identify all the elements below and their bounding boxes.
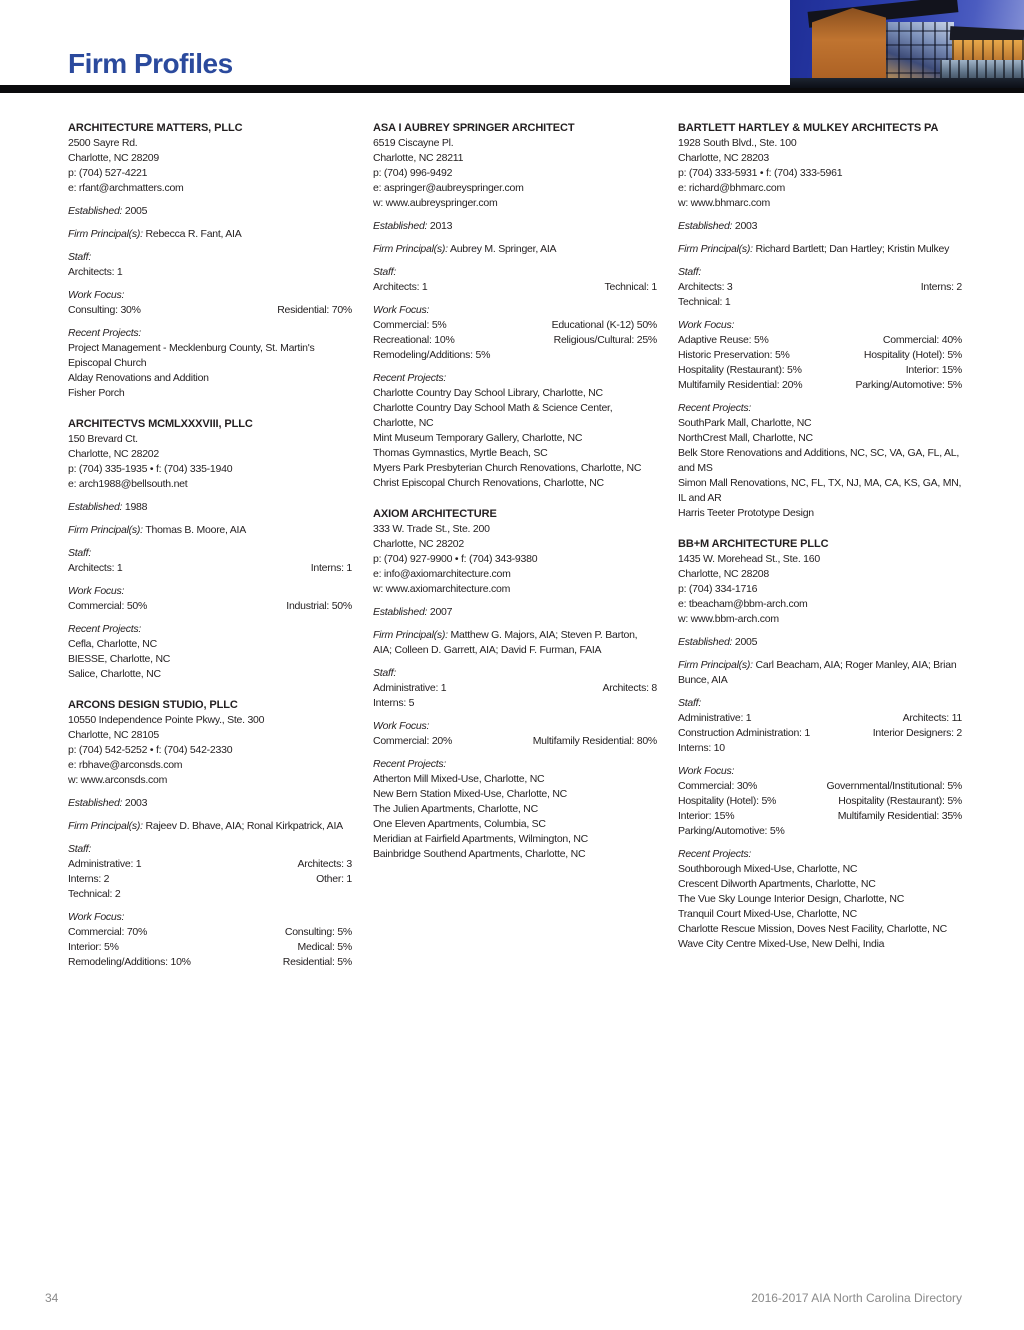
established-label: Established: [373, 606, 428, 618]
work-focus-left: Historic Preservation: 5% [678, 349, 790, 361]
address-line: p: (704) 996-9492 [373, 167, 453, 179]
footer-text: 2016-2017 AIA North Carolina Directory [751, 1291, 962, 1305]
recent-projects-section [373, 371, 657, 491]
work-focus-left: Commercial: 20% [373, 735, 453, 747]
work-focus-section [678, 318, 962, 393]
principals-label: Firm Principal(s): [373, 629, 448, 641]
work-focus-left: Interior: 15% [678, 810, 735, 822]
firm-address [373, 522, 657, 597]
staff-left: Technical: 2 [68, 888, 121, 900]
principals [68, 819, 352, 834]
work-focus-right: Consulting: 5% [284, 926, 352, 938]
project-line: Charlotte Country Day School Math & Science Center, Charlotte, NC [373, 402, 613, 429]
work-focus-label: Work Focus: [373, 304, 430, 316]
staff-row [373, 681, 657, 696]
project-line: Simon Mall Renovations, NC, FL, TX, NJ, MA, CA, KS, GA, MN, IL and AR [678, 477, 962, 504]
project-line: Project Management - Mecklenburg County, St. Martin's Episcopal Church [68, 342, 315, 369]
project-line: Salice, Charlotte, NC [68, 668, 161, 680]
work-focus-right: Governmental/Institutional: 5% [826, 780, 962, 792]
principals-value: Matthew G. Majors, AIA; Steven P. Barton, AIA; Colleen D. Garrett, AIA; David F. Furman, FAIA [373, 629, 638, 656]
work-focus-right: Commercial: 40% [882, 334, 962, 346]
firm-name: ARCONS DESIGN STUDIO, PLLC [68, 699, 238, 711]
project-line: Bainbridge Southend Apartments, Charlotte, NC [373, 848, 586, 860]
principals-value: Rajeev D. Bhave, AIA; Ronal Kirkpatrick, AIA [145, 820, 343, 832]
project-line: The Vue Sky Lounge Interior Design, Charlotte, NC [678, 893, 905, 905]
work-focus-row [373, 734, 657, 749]
work-focus-left: Multifamily Residential: 20% [678, 379, 803, 391]
project-line: Atherton Mill Mixed-Use, Charlotte, NC [373, 773, 545, 785]
established [373, 219, 657, 234]
staff-section [373, 265, 657, 295]
work-focus-right: Medical: 5% [297, 941, 352, 953]
established [68, 204, 352, 219]
project-line: Tranquil Court Mixed-Use, Charlotte, NC [678, 908, 857, 920]
work-focus-section [678, 764, 962, 839]
established [68, 500, 352, 515]
address-line: e: rfant@archmatters.com [68, 182, 184, 194]
work-focus-right: Hospitality (Restaurant): 5% [838, 795, 962, 807]
work-focus-left: Parking/Automotive: 5% [678, 825, 785, 837]
firm-address [68, 136, 352, 196]
firm-profile [68, 698, 352, 970]
address-line: w: www.bbm-arch.com [678, 613, 779, 625]
work-focus-row [678, 809, 962, 824]
work-focus-right: Religious/Cultural: 25% [553, 334, 657, 346]
work-focus-section [68, 288, 352, 318]
work-focus-left: Recreational: 10% [373, 334, 455, 346]
address-line: 6519 Ciscayne Pl. [373, 137, 454, 149]
principals-value: Aubrey M. Springer, AIA [449, 243, 557, 255]
work-focus-row [678, 779, 962, 794]
staff-left: Architects: 1 [68, 266, 123, 278]
staff-label: Staff: [373, 266, 397, 278]
staff-label: Staff: [68, 843, 92, 855]
project-line: Mint Museum Temporary Gallery, Charlotte, NC [373, 432, 583, 444]
staff-right: Other: 1 [316, 873, 352, 885]
work-focus-section [373, 719, 657, 749]
project-line: Meridian at Fairfield Apartments, Wilmington, NC [373, 833, 588, 845]
address-line: p: (704) 527-4221 [68, 167, 148, 179]
address-line: p: (704) 927-9900 • f: (704) 343-9380 [373, 553, 538, 565]
recent-projects-label: Recent Projects: [68, 623, 142, 635]
principals [678, 242, 962, 257]
recent-projects-section [678, 401, 962, 521]
principals [678, 658, 962, 688]
staff-left: Technical: 1 [678, 296, 731, 308]
address-line: Charlotte, NC 28203 [678, 152, 769, 164]
principals [68, 523, 352, 538]
established-label: Established: [678, 220, 733, 232]
work-focus-right: Interior: 15% [905, 364, 962, 376]
project-line: Southborough Mixed-Use, Charlotte, NC [678, 863, 858, 875]
work-focus-right: Hospitality (Hotel): 5% [863, 349, 962, 361]
work-focus-right: Industrial: 50% [286, 600, 352, 612]
work-focus-section [373, 303, 657, 363]
principals-label: Firm Principal(s): [68, 228, 143, 240]
work-focus-left: Remodeling/Additions: 5% [373, 349, 491, 361]
staff-row [68, 561, 352, 576]
staff-left: Administrative: 1 [678, 712, 752, 724]
work-focus-right: Educational (K-12) 50% [551, 319, 657, 331]
established [68, 796, 352, 811]
project-line: Cefla, Charlotte, NC [68, 638, 157, 650]
firm-profile [678, 121, 962, 521]
work-focus-label: Work Focus: [68, 911, 125, 923]
staff-row [68, 857, 352, 872]
address-line: Charlotte, NC 28202 [68, 448, 159, 460]
work-focus-row [68, 940, 352, 955]
staff-left: Interns: 5 [373, 697, 415, 709]
project-line: New Bern Station Mixed-Use, Charlotte, NC [373, 788, 567, 800]
established-value: 2013 [429, 220, 453, 232]
staff-left: Architects: 3 [678, 281, 733, 293]
address-line: 150 Brevard Ct. [68, 433, 138, 445]
staff-left: Interns: 2 [68, 873, 110, 885]
staff-label: Staff: [68, 547, 92, 559]
firm-address [678, 136, 962, 211]
established-value: 2005 [734, 636, 758, 648]
firm-name: BARTLETT HARTLEY & MULKEY ARCHITECTS PA [678, 122, 939, 134]
staff-right: Architects: 8 [602, 682, 657, 694]
work-focus-left: Commercial: 70% [68, 926, 148, 938]
project-line: Wave City Centre Mixed-Use, New Delhi, India [678, 938, 885, 950]
address-line: 10550 Independence Pointe Pkwy., Ste. 300 [68, 714, 265, 726]
address-line: 1928 South Blvd., Ste. 100 [678, 137, 797, 149]
established [678, 635, 962, 650]
staff-row [678, 726, 962, 741]
staff-row [678, 741, 962, 756]
staff-label: Staff: [678, 697, 702, 709]
work-focus-section [68, 910, 352, 970]
staff-row [373, 696, 657, 711]
work-focus-row [678, 824, 962, 839]
staff-right: Interns: 1 [310, 562, 352, 574]
address-line: p: (704) 334-1716 [678, 583, 758, 595]
firm-directory [68, 121, 962, 986]
project-line: Alday Renovations and Addition [68, 372, 209, 384]
established-value: 2003 [734, 220, 758, 232]
work-focus-right: Residential: 5% [282, 956, 352, 968]
work-focus-left: Remodeling/Additions: 10% [68, 956, 191, 968]
firm-profile [373, 121, 657, 491]
staff-section [678, 696, 962, 756]
firm-profile [68, 121, 352, 401]
address-line: p: (704) 333-5931 • f: (704) 333-5961 [678, 167, 843, 179]
photo-wood-gable-shape [812, 8, 886, 88]
project-line: Thomas Gymnastics, Myrtle Beach, SC [373, 447, 548, 459]
address-line: 2500 Sayre Rd. [68, 137, 138, 149]
established-value: 2003 [124, 797, 148, 809]
work-focus-row [68, 925, 352, 940]
work-focus-right: Multifamily Residential: 80% [532, 735, 657, 747]
staff-section [68, 250, 352, 280]
work-focus-row [678, 794, 962, 809]
project-line: Crescent Dilworth Apartments, Charlotte, NC [678, 878, 876, 890]
address-line: Charlotte, NC 28208 [678, 568, 769, 580]
work-focus-left: Commercial: 50% [68, 600, 148, 612]
address-line: w: www.axiomarchitecture.com [373, 583, 511, 595]
project-line: BIESSE, Charlotte, NC [68, 653, 171, 665]
established [373, 605, 657, 620]
recent-projects-label: Recent Projects: [68, 327, 142, 339]
established-label: Established: [68, 797, 123, 809]
address-line: e: aspringer@aubreyspringer.com [373, 182, 524, 194]
address-line: p: (704) 335-1935 • f: (704) 335-1940 [68, 463, 233, 475]
project-line: Charlotte Country Day School Library, Charlotte, NC [373, 387, 603, 399]
recent-projects-section [678, 847, 962, 952]
header-photo [790, 0, 1024, 88]
address-line: e: arch1988@bellsouth.net [68, 478, 188, 490]
staff-section [68, 546, 352, 576]
column-3 [678, 121, 962, 986]
work-focus-left: Hospitality (Hotel): 5% [678, 795, 777, 807]
recent-projects-label: Recent Projects: [678, 848, 752, 860]
staff-left: Administrative: 1 [68, 858, 142, 870]
project-line: Fisher Porch [68, 387, 125, 399]
page-number: 34 [45, 1291, 59, 1305]
principals-value: Richard Bartlett; Dan Hartley; Kristin Mulkey [755, 243, 950, 255]
work-focus-row [373, 348, 657, 363]
principals-label: Firm Principal(s): [68, 524, 143, 536]
address-line: e: richard@bhmarc.com [678, 182, 785, 194]
staff-left: Administrative: 1 [373, 682, 447, 694]
principals-label: Firm Principal(s): [68, 820, 143, 832]
project-line: The Julien Apartments, Charlotte, NC [373, 803, 538, 815]
staff-section [678, 265, 962, 310]
project-line: Christ Episcopal Church Renovations, Charlotte, NC [373, 477, 604, 489]
staff-row [678, 295, 962, 310]
staff-section [373, 666, 657, 711]
staff-right: Interior Designers: 2 [872, 727, 962, 739]
firm-address [678, 552, 962, 627]
work-focus-right: Multifamily Residential: 35% [837, 810, 962, 822]
work-focus-row [678, 348, 962, 363]
principals [373, 628, 657, 658]
page-title: Firm Profiles [68, 48, 233, 79]
firm-name: AXIOM ARCHITECTURE [373, 508, 497, 520]
address-line: e: info@axiomarchitecture.com [373, 568, 511, 580]
staff-right: Architects: 11 [902, 712, 962, 724]
principals-label: Firm Principal(s): [373, 243, 448, 255]
staff-label: Staff: [373, 667, 397, 679]
work-focus-left: Commercial: 30% [678, 780, 758, 792]
staff-row [68, 872, 352, 887]
staff-row [68, 265, 352, 280]
address-line: e: rbhave@arconsds.com [68, 759, 183, 771]
address-line: Charlotte, NC 28105 [68, 729, 159, 741]
work-focus-left: Consulting: 30% [68, 304, 141, 316]
established-value: 2005 [124, 205, 148, 217]
established-value: 1988 [124, 501, 148, 513]
address-line: Charlotte, NC 28209 [68, 152, 159, 164]
work-focus-row [678, 378, 962, 393]
established-label: Established: [68, 205, 123, 217]
staff-left: Architects: 1 [68, 562, 123, 574]
staff-left: Architects: 1 [373, 281, 428, 293]
recent-projects-section [373, 757, 657, 862]
work-focus-section [68, 584, 352, 614]
work-focus-row [68, 599, 352, 614]
staff-section [68, 842, 352, 902]
work-focus-right: Parking/Automotive: 5% [855, 379, 962, 391]
work-focus-label: Work Focus: [678, 765, 735, 777]
principals [373, 242, 657, 257]
address-line: 333 W. Trade St., Ste. 200 [373, 523, 490, 535]
project-line: SouthPark Mall, Charlotte, NC [678, 417, 812, 429]
project-line: One Eleven Apartments, Columbia, SC [373, 818, 546, 830]
project-line: Belk Store Renovations and Additions, NC, SC, VA, GA, FL, AL, and MS [678, 447, 960, 474]
firm-name: ARCHITECTURE MATTERS, PLLC [68, 122, 243, 134]
staff-right: Interns: 2 [920, 281, 962, 293]
work-focus-row [68, 303, 352, 318]
principals-value: Carl Beacham, AIA; Roger Manley, AIA; Brian Bunce, AIA [678, 659, 957, 686]
address-line: w: www.bhmarc.com [678, 197, 771, 209]
staff-row [68, 887, 352, 902]
address-line: 1435 W. Morehead St., Ste. 160 [678, 553, 820, 565]
work-focus-row [373, 318, 657, 333]
photo-ground-shape [790, 78, 1024, 88]
staff-label: Staff: [68, 251, 92, 263]
staff-right: Technical: 1 [604, 281, 657, 293]
staff-row [373, 280, 657, 295]
recent-projects-label: Recent Projects: [373, 758, 447, 770]
project-line: Charlotte Rescue Mission, Doves Nest Facility, Charlotte, NC [678, 923, 947, 935]
staff-left: Construction Administration: 1 [678, 727, 810, 739]
address-line: w: www.aubreyspringer.com [373, 197, 498, 209]
work-focus-row [678, 363, 962, 378]
recent-projects-section [68, 326, 352, 401]
address-line: p: (704) 542-5252 • f: (704) 542-2330 [68, 744, 233, 756]
column-1 [68, 121, 352, 986]
firm-profile [678, 537, 962, 952]
firm-profile [373, 507, 657, 862]
established-label: Established: [678, 636, 733, 648]
work-focus-row [68, 955, 352, 970]
address-line: Charlotte, NC 28202 [373, 538, 464, 550]
staff-row [678, 711, 962, 726]
firm-address [373, 136, 657, 211]
project-line: Myers Park Presbyterian Church Renovations, Charlotte, NC [373, 462, 642, 474]
firm-name: BB+M ARCHITECTURE PLLC [678, 538, 829, 550]
address-line: Charlotte, NC 28211 [373, 152, 464, 164]
project-line: Harris Teeter Prototype Design [678, 507, 814, 519]
work-focus-label: Work Focus: [373, 720, 430, 732]
principals-label: Firm Principal(s): [678, 659, 753, 671]
project-line: NorthCrest Mall, Charlotte, NC [678, 432, 813, 444]
work-focus-left: Interior: 5% [68, 941, 119, 953]
recent-projects-label: Recent Projects: [678, 402, 752, 414]
recent-projects-section [68, 622, 352, 682]
principals [68, 227, 352, 242]
work-focus-left: Hospitality (Restaurant): 5% [678, 364, 802, 376]
firm-name: ASA I AUBREY SPRINGER ARCHITECT [373, 122, 575, 134]
column-2 [373, 121, 657, 986]
principals-value: Rebecca R. Fant, AIA [145, 228, 242, 240]
established-value: 2007 [429, 606, 453, 618]
recent-projects-label: Recent Projects: [373, 372, 447, 384]
established [678, 219, 962, 234]
staff-label: Staff: [678, 266, 702, 278]
firm-address [68, 713, 352, 788]
work-focus-row [373, 333, 657, 348]
address-line: e: tbeacham@bbm-arch.com [678, 598, 808, 610]
work-focus-left: Commercial: 5% [373, 319, 447, 331]
work-focus-left: Adaptive Reuse: 5% [678, 334, 769, 346]
established-label: Established: [373, 220, 428, 232]
work-focus-label: Work Focus: [68, 289, 125, 301]
staff-left: Interns: 10 [678, 742, 725, 754]
address-line: w: www.arconsds.com [68, 774, 168, 786]
work-focus-label: Work Focus: [678, 319, 735, 331]
firm-name: ARCHITECTVS MCMLXXXVIII, PLLC [68, 418, 253, 430]
work-focus-row [678, 333, 962, 348]
principals-value: Thomas B. Moore, AIA [145, 524, 246, 536]
work-focus-right: Residential: 70% [277, 304, 352, 316]
established-label: Established: [68, 501, 123, 513]
firm-address [68, 432, 352, 492]
principals-label: Firm Principal(s): [678, 243, 753, 255]
staff-row [678, 280, 962, 295]
work-focus-label: Work Focus: [68, 585, 125, 597]
firm-profile [68, 417, 352, 682]
staff-right: Architects: 3 [297, 858, 352, 870]
